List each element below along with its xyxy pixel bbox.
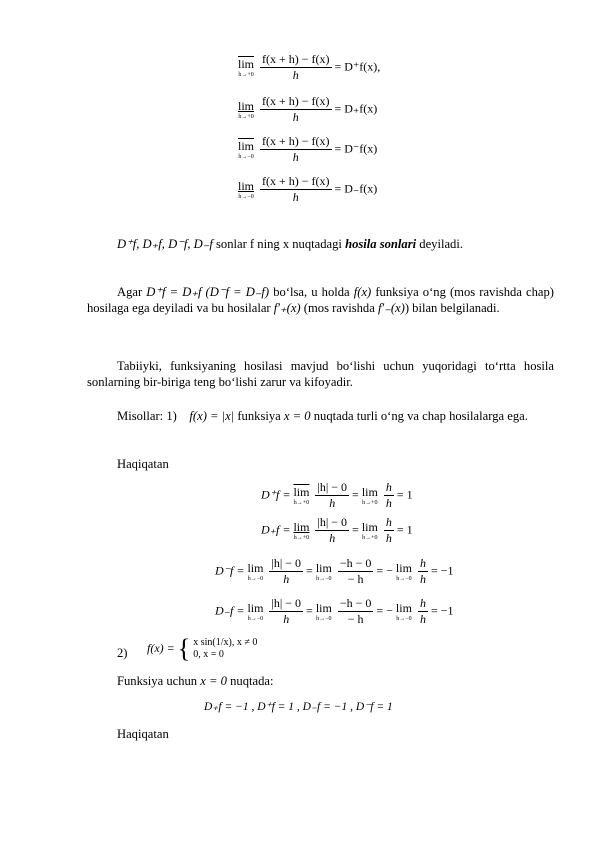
paragraph-at-point: Funksiya uchun x = 0 nuqtada:	[117, 674, 274, 688]
label-haqiqatan-1: Haqiqatan	[117, 457, 169, 471]
paragraph-examples: Misollar: 1) f(x) = |x| funksiya x = 0 nuqtada turli o‘ng va chap hosilalarga ega.	[117, 409, 528, 423]
ex2-piecewise-function: f(x) = { x sin(1/x), x ≠ 0 0, x = 0	[147, 634, 258, 663]
formula-lower-left-limit: lim h→−0 $\frac{f(x + h) - f(x)}{h}$ = D₋f(x)	[238, 174, 378, 204]
ex1-line-upper-left: D⁻f = lim h→−0 $\frac{|h| - 0}{h}$ = lim h→−0 $\frac{-h - 0}{- h}$ = − lim h→−0 $\frac{h}{h}$ = −1	[215, 556, 454, 586]
formula-upper-left-limit: $\overline{lim}$ h→−0 $\frac{f(x + h) - f(x)}{h}$ = D⁻f(x)	[238, 134, 378, 164]
ex1-line-lower-right: D₊f = lim h→+0 $\frac{|h| - 0}{h}$ = lim h→+0 $\frac{h}{h}$ = 1	[261, 515, 413, 545]
label-haqiqatan-2: Haqiqatan	[117, 727, 169, 741]
paragraph-derivative-numbers: D⁺f, D₊f, D⁻f, D₋f sonlar f ning x nuqtadagi hosila sonlari deyiladi.	[117, 237, 463, 251]
formula-lower-right-limit: lim h→+0 $\frac{f(x + h) - f(x)}{h}$ = D₊f(x)	[238, 94, 378, 124]
paragraph-one-sided-derivative: Agar D⁺f = D₊f (D⁻f = D₋f) bo‘lsa, u holda f(x) funksiya o‘ng (mos ravishda chap) hosilaga ega deyiladi va bu hosilalar f′₊(x) (mos ravishda f′₋(x)) bilan belgilanadi.	[87, 285, 555, 315]
label-example-2: 2)	[117, 646, 128, 660]
paragraph-existence-condition: Tabiiyki, funksiyaning hosilasi mavjud bo‘lishi uchun yuqoridagi to‘rtta hosila sonlarning bir-biriga teng bo‘lishi zarur va kifoyadir.	[87, 359, 554, 389]
ex1-line-upper-right: D⁺f = $\overline{lim}$ h→+0 $\frac{|h| - 0}{h}$ = lim h→+0 $\frac{h}{h}$ = 1	[261, 480, 413, 510]
derivative-values: D₊f = −1 , D⁺f = 1 , D₋f = −1 , D⁻f = 1	[204, 701, 393, 713]
formula-upper-right-limit: $\overline{lim}$ h→+0 $\frac{f(x + h) - f(x)}{h}$ = D⁺f(x),	[238, 52, 381, 82]
ex1-line-lower-left: D₋f = lim h→−0 $\frac{|h| - 0}{h}$ = lim h→−0 $\frac{-h - 0}{- h}$ = − lim h→−0 $\frac{h}{h}$ = −1	[215, 596, 454, 626]
